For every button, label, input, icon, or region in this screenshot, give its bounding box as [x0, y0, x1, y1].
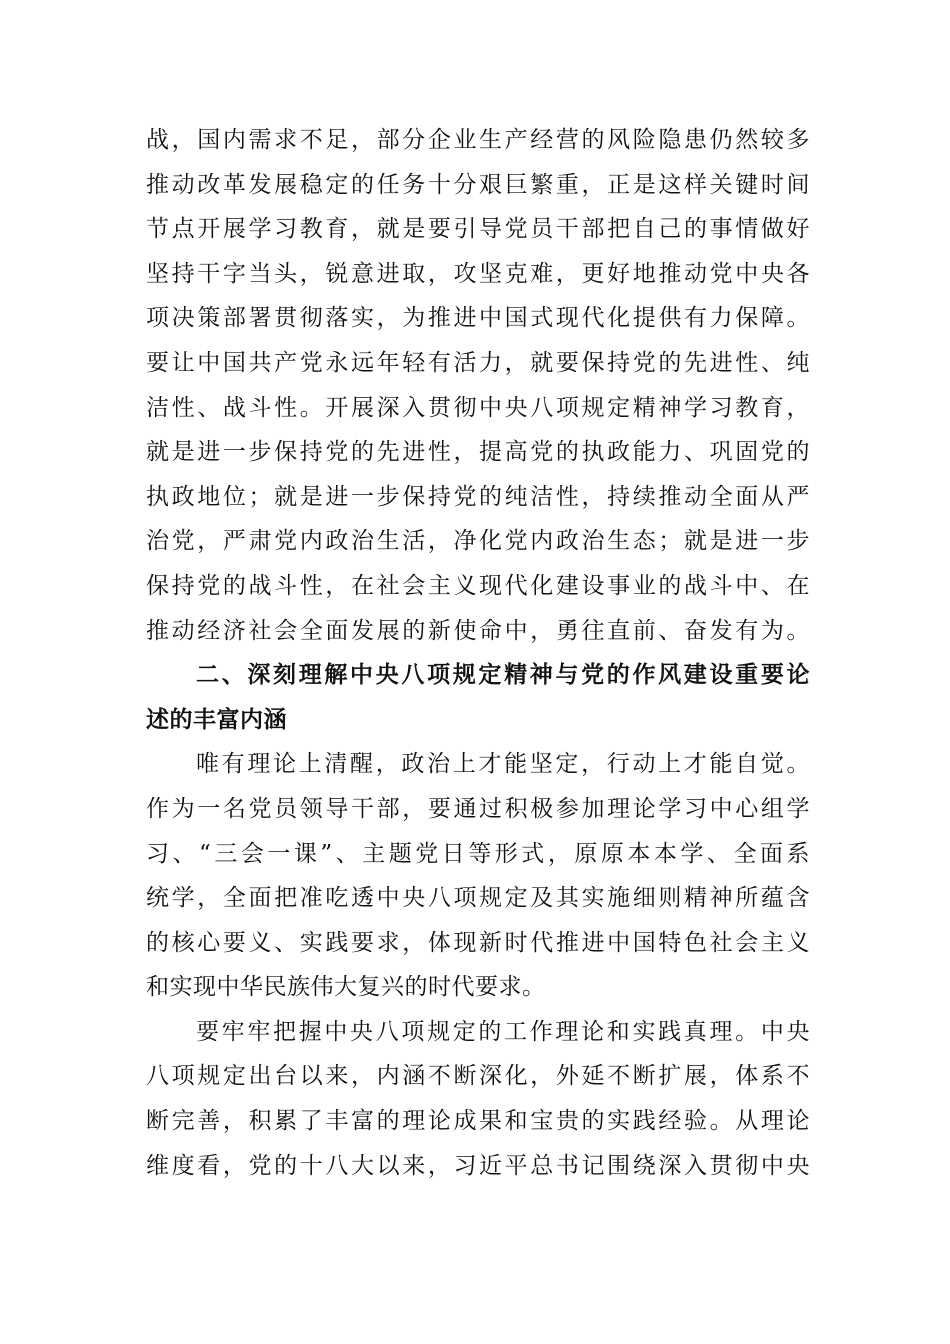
text-line: 要让中国共产党永远年轻有活力，就要保持党的先进性、纯	[146, 349, 810, 376]
text-line: 的核心要义、实践要求，体现新时代推进中国特色社会主义	[146, 929, 810, 956]
text-line: 断完善，积累了丰富的理论成果和宝贵的实践经验。从理论	[146, 1108, 810, 1135]
section-heading: 二、深刻理解中央八项规定精神与党的作风建设重要论	[196, 662, 810, 689]
text-line: 项决策部署贯彻落实，为推进中国式现代化提供有力保障。	[146, 305, 810, 332]
text-line: 洁性、战斗性。开展深入贯彻中央八项规定精神学习教育，	[146, 394, 810, 421]
document-body	[146, 118, 810, 1188]
text-line: 统学，全面把准吃透中央八项规定及其实施细则精神所蕴含	[146, 885, 810, 912]
text-line: 保持党的战斗性，在社会主义现代化建设事业的战斗中、在	[146, 572, 810, 599]
text-line: 就是进一步保持党的先进性，提高党的执政能力、巩固党的	[146, 439, 810, 466]
text-line: 要牢牢把握中央八项规定的工作理论和实践真理。中央	[196, 1018, 810, 1045]
text-line: 战，国内需求不足，部分企业生产经营的风险隐患仍然较多	[146, 127, 810, 153]
text-line: 维度看，党的十八大以来，习近平总书记围绕深入贯彻中央	[146, 1152, 810, 1179]
text-line: 和实现中华民族伟大复兴的时代要求。	[146, 974, 546, 1001]
text-line: 坚持干字当头，锐意进取，攻坚克难，更好地推动党中央各	[146, 260, 810, 287]
text-line: 治党，严肃党内政治生活，净化党内政治生态；就是进一步	[146, 528, 810, 555]
text-line: 习、“三会一课”、主题党日等形式，原原本本学、全面系	[146, 840, 810, 867]
text-line: 推动经济社会全面发展的新使命中，勇往直前、奋发有为。	[146, 617, 810, 644]
text-line: 唯有理论上清醒，政治上才能坚定，行动上才能自觉。	[196, 751, 810, 778]
text-line: 执政地位；就是进一步保持党的纯洁性，持续推动全面从严	[146, 483, 810, 510]
text-line: 节点开展学习教育，就是要引导党员干部把自己的事情做好	[146, 216, 810, 243]
text-line: 作为一名党员领导干部，要通过积极参加理论学习中心组学	[146, 795, 810, 822]
text-line: 推动改革发展稳定的任务十分艰巨繁重，正是这样关键时间	[146, 171, 810, 198]
section-heading: 述的丰富内涵	[146, 706, 287, 733]
text-line: 八项规定出台以来，内涵不断深化，外延不断扩展，体系不	[146, 1063, 810, 1090]
